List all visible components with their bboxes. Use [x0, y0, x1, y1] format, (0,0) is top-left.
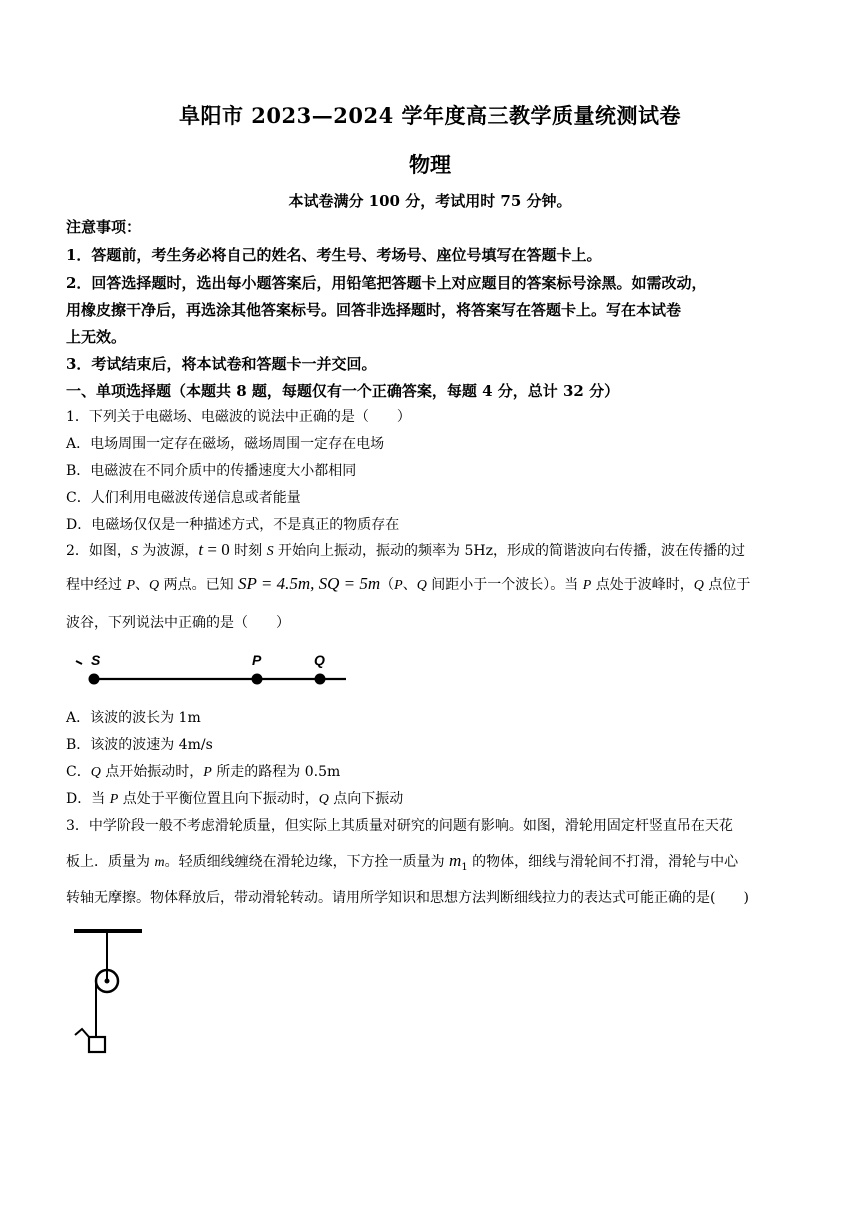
point-q	[315, 674, 326, 685]
q2-option-b: B．该波的波速为 4m/s	[66, 737, 213, 753]
note-item-2-line-2: 用橡皮擦干净后，再选涂其他答案标号。回答非选择题时，将答案写在答题卡上。写在本试卷	[66, 301, 682, 319]
q3-pulley-figure	[70, 925, 150, 1060]
label-q: Q	[314, 652, 325, 668]
point-p	[252, 674, 263, 685]
q2-option-d: D．当 P 点处于平衡位置且向下振动时，Q 点向下振动	[66, 791, 404, 807]
q2-option-c: C．Q 点开始振动时，P 所走的路程为 0.5m	[66, 764, 341, 780]
q2-stem-line-1: 2．如图，S 为波源，t = 0 时刻 S 开始向上振动，振动的频率为 5Hz，形成的简谐波向右传播，波在传播的过	[66, 540, 746, 559]
note-item-2-line-1: 2．回答选择题时，选出每小题答案后，用铅笔把答题卡上对应题目的答案标号涂黑。如需改动，	[66, 274, 707, 292]
subject-title: 物理	[409, 152, 451, 177]
exam-info: 本试卷满分 100 分，考试用时 75 分钟。	[288, 192, 572, 210]
q1-stem: 1．下列关于电磁场、电磁波的说法中正确的是（ ）	[66, 409, 411, 425]
q2-stem-line-3: 波谷，下列说法中正确的是（ ）	[66, 615, 290, 631]
q3-stem-line-3: 转轴无摩擦。物体释放后，带动滑轮转动。请用所学知识和思想方法判断细线拉力的表达式可能正确的是( )	[66, 890, 749, 906]
figure-tick-mark	[76, 661, 82, 664]
q3-stem-line-2: 板上．质量为 m。轻质细线缠绕在滑轮边缘，下方拴一质量为 $m_1$ 的物体，细线与滑轮间不打滑，滑轮与中心	[66, 851, 739, 873]
q1-option-d: D．电磁场仅仅是一种描述方式，不是真正的物质存在	[66, 517, 400, 533]
q2-stem-line-2: 程中经过 P、Q 两点。已知 SP = 4.5m, SQ = 5m（P、Q 间距小于一个波长）。当 P 点处于波峰时，Q 点位于	[66, 574, 751, 593]
label-s: S	[91, 652, 101, 668]
notes-heading: 注意事项：	[66, 218, 142, 236]
section-1-heading: 一、单项选择题（本题共 8 题，每题仅有一个正确答案，每题 4 分，总计 32 分）	[66, 382, 620, 400]
q3-stem-line-1: 3．中学阶段一般不考虑滑轮质量，但实际上其质量对研究的问题有影响。如图，滑轮用固定杆竖直吊在天花	[66, 818, 733, 834]
point-s	[89, 674, 100, 685]
q2-option-a: A．该波的波长为 1m	[66, 710, 201, 726]
note-item-3: 3．考试结束后，将本试卷和答题卡一并交回。	[66, 355, 377, 373]
label-p: P	[252, 652, 262, 668]
q2-distance-formula: SP = 4.5m, SQ = 5m	[238, 574, 381, 593]
pulley-axle	[105, 979, 110, 984]
note-item-1: 1．答题前，考生务必将自己的姓名、考生号、考场号、座位号填写在答题卡上。	[66, 246, 602, 264]
string-hook	[75, 1029, 89, 1037]
hanging-block	[89, 1037, 105, 1052]
note-item-2-line-3: 上无效。	[66, 328, 127, 346]
q1-option-b: B．电磁波在不同介质中的传播速度大小都相同	[66, 463, 357, 479]
q1-option-a: A．电场周围一定存在磁场，磁场周围一定存在电场	[66, 436, 385, 452]
exam-title: 阜阳市 2023—2024 学年度高三教学质量统测试卷	[178, 103, 681, 128]
q1-option-c: C．人们利用电磁波传递信息或者能量	[66, 490, 301, 506]
q2-wave-figure	[70, 648, 360, 694]
